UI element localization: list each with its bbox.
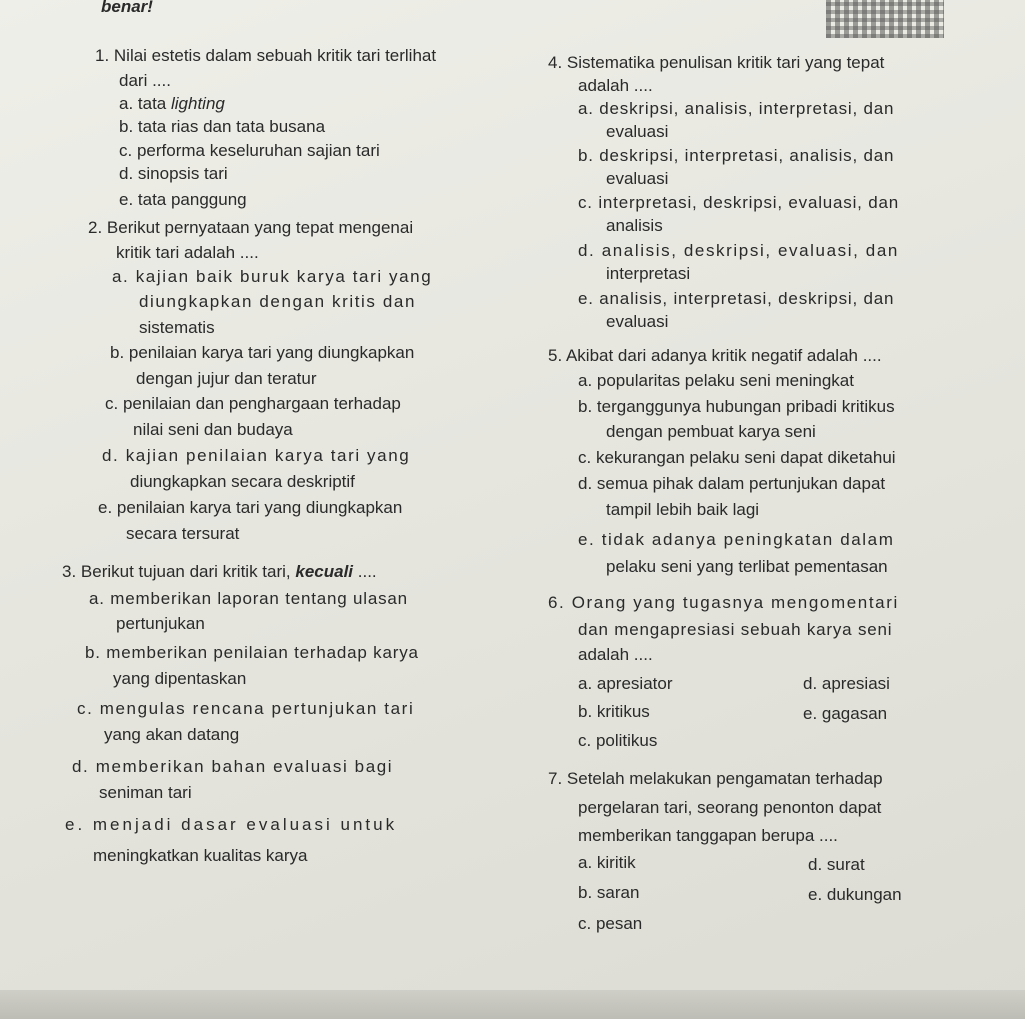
q1-option-a-text: a. tata	[119, 94, 171, 113]
q4-option-c-cont: analisis	[606, 216, 663, 235]
q1-option-b[interactable]: b. tata rias dan tata busana	[119, 117, 326, 136]
q3-option-e[interactable]: e. menjadi dasar evaluasi untuk	[65, 815, 398, 834]
q2-option-e[interactable]: e. penilaian karya tari yang diungkapkan	[98, 498, 403, 517]
page-bottom-edge	[0, 990, 1025, 1019]
q2-option-a[interactable]: a. kajian baik buruk karya tari yang	[112, 267, 433, 286]
q2-option-b[interactable]: b. penilaian karya tari yang diungkapkan	[110, 343, 415, 362]
q3-option-c-cont: yang akan datang	[104, 725, 240, 744]
q2-option-c-cont: nilai seni dan budaya	[133, 420, 293, 439]
question-5-text: 5. Akibat dari adanya kritik negatif adalah ....	[548, 346, 882, 365]
question-3-text-tail: ....	[353, 562, 377, 581]
q3-option-a-cont: pertunjukan	[116, 614, 205, 633]
q3-option-c[interactable]: c. mengulas rencana pertunjukan tari	[77, 699, 415, 718]
q5-option-b[interactable]: b. terganggunya hubungan pribadi kritikus	[578, 397, 895, 416]
question-2-text: 2. Berikut pernyataan yang tepat mengenai	[88, 218, 414, 237]
question-1-text: 1. Nilai estetis dalam sebuah kritik tari terlihat	[95, 46, 437, 65]
q1-option-c[interactable]: c. performa keseluruhan sajian tari	[119, 141, 380, 160]
q5-option-a[interactable]: a. popularitas pelaku seni meningkat	[578, 371, 854, 390]
q4-option-c[interactable]: c. interpretasi, deskripsi, evaluasi, dan	[578, 193, 899, 212]
q4-option-e-cont: evaluasi	[606, 312, 669, 331]
q2-option-e-cont: secara tersurat	[126, 524, 240, 543]
question-7-text-cont: pergelaran tari, seorang penonton dapat	[578, 798, 882, 817]
question-3-text-emphasis: kecuali	[295, 562, 354, 581]
q3-option-d[interactable]: d. memberikan bahan evaluasi bagi	[72, 757, 394, 776]
q4-option-d-cont: interpretasi	[606, 264, 691, 283]
q7-option-b[interactable]: b. saran	[578, 883, 640, 902]
question-6-text-cont-2: adalah ....	[578, 645, 653, 664]
q5-option-e-cont: pelaku seni yang terlibat pementasan	[606, 557, 888, 576]
question-7-text: 7. Setelah melakukan pengamatan terhadap	[548, 769, 883, 788]
q2-option-d[interactable]: d. kajian penilaian karya tari yang	[102, 446, 411, 465]
question-4-text: 4. Sistematika penulisan kritik tari yang tepat	[548, 53, 885, 72]
q2-option-d-cont: diungkapkan secara deskriptif	[130, 472, 355, 491]
q7-option-d[interactable]: d. surat	[808, 855, 865, 874]
q6-option-a[interactable]: a. apresiator	[578, 674, 673, 693]
question-3-text-main: 3. Berikut tujuan dari kritik tari,	[62, 562, 296, 581]
q4-option-b-cont: evaluasi	[606, 169, 669, 188]
q6-option-b[interactable]: b. kritikus	[578, 702, 650, 721]
q1-option-e[interactable]: e. tata panggung	[119, 190, 247, 209]
q3-option-b-cont: yang dipentaskan	[113, 669, 247, 688]
q6-option-d[interactable]: d. apresiasi	[803, 674, 890, 693]
question-7-text-cont-2: memberikan tanggapan berupa ....	[578, 826, 838, 845]
partial-heading: benar!	[101, 0, 153, 16]
question-3-text	[62, 562, 377, 582]
q3-option-d-cont: seniman tari	[99, 783, 192, 802]
question-4-text-cont: adalah ....	[578, 76, 653, 95]
q3-option-e-cont: meningkatkan kualitas karya	[93, 846, 308, 865]
q4-option-d[interactable]: d. analisis, deskripsi, evaluasi, dan	[578, 241, 899, 260]
q6-option-c[interactable]: c. politikus	[578, 731, 658, 750]
qr-code-image	[826, 0, 944, 38]
q7-option-c[interactable]: c. pesan	[578, 914, 643, 933]
q6-option-e[interactable]: e. gagasan	[803, 704, 888, 723]
q4-option-e[interactable]: e. analisis, interpretasi, deskripsi, dan	[578, 289, 895, 308]
q2-option-a-cont-2: sistematis	[139, 318, 215, 337]
q2-option-b-cont: dengan jujur dan teratur	[136, 369, 317, 388]
question-2-text-cont: kritik tari adalah ....	[116, 243, 259, 262]
q5-option-c[interactable]: c. kekurangan pelaku seni dapat diketahui	[578, 448, 896, 467]
q4-option-a-cont: evaluasi	[606, 122, 669, 141]
q2-option-a-cont: diungkapkan dengan kritis dan	[139, 292, 417, 311]
q4-option-b[interactable]: b. deskripsi, interpretasi, analisis, dan	[578, 146, 895, 165]
q5-option-b-cont: dengan pembuat karya seni	[606, 422, 816, 441]
q5-option-d[interactable]: d. semua pihak dalam pertunjukan dapat	[578, 474, 886, 493]
q5-option-d-cont: tampil lebih baik lagi	[606, 500, 760, 519]
question-1-text-cont: dari ....	[119, 71, 171, 90]
q3-option-b[interactable]: b. memberikan penilaian terhadap karya	[85, 643, 419, 662]
q1-option-a-italic: lighting	[170, 94, 225, 113]
q3-option-a[interactable]: a. memberikan laporan tentang ulasan	[89, 589, 408, 608]
question-6-text-cont: dan mengapresiasi sebuah karya seni	[578, 620, 893, 639]
q1-option-d[interactable]: d. sinopsis tari	[119, 164, 228, 183]
q2-option-c[interactable]: c. penilaian dan penghargaan terhadap	[105, 394, 401, 413]
q7-option-e[interactable]: e. dukungan	[808, 885, 902, 904]
q4-option-a[interactable]: a. deskripsi, analisis, interpretasi, dan	[578, 99, 895, 118]
q1-option-a[interactable]	[119, 94, 225, 114]
q5-option-e[interactable]: e. tidak adanya peningkatan dalam	[578, 530, 895, 549]
question-6-text: 6. Orang yang tugasnya mengomentari	[548, 593, 899, 612]
q7-option-a[interactable]: a. kiritik	[578, 853, 636, 872]
